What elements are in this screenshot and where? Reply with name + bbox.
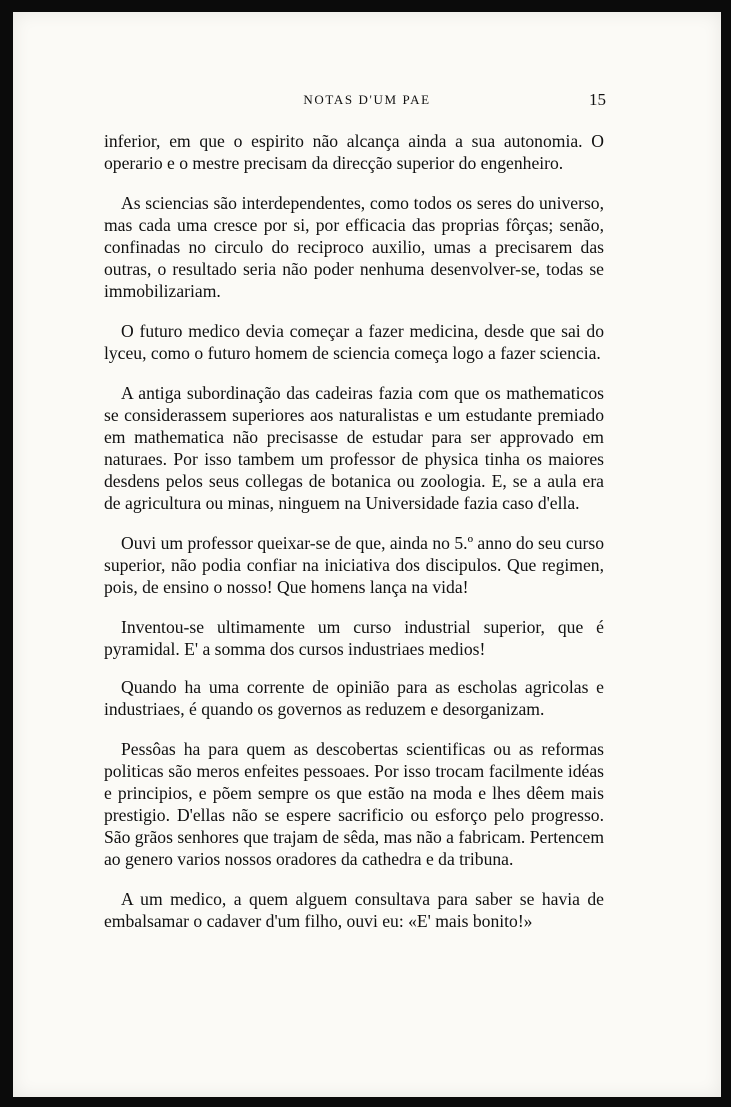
paragraph-continuation: inferior, em que o espirito não alcança ainda a sua autonomia. O operario e o mestre precisam da direcção superior do engenheiro. — [104, 131, 604, 173]
page-header — [13, 90, 721, 114]
paragraph-personal-ornaments: Pessôas ha para quem as descobertas scientificas ou as reformas politicas são meros enfeites pessoaes. Por isso trocam facilmente idéas e principios, e põem sempre os que estão na moda e lhes dêem mais prestigio. D'ellas não se espere sacrificio ou esforço pelo progresso. São grãos senhores que trajam de sêda, mas não a fabricam. Pertencem ao genero varios nossos oradores da cathedra e da tribuna. — [104, 739, 604, 869]
paragraph-professor-complaint: Ouvi um professor queixar-se de que, ainda no 5.º anno do seu curso superior, não podia confiar na iniciativa dos discipulos. Que regimen, pois, de ensino o nosso! Que homens lança na vida! — [104, 533, 604, 597]
page-number: 15 — [589, 90, 606, 109]
paragraph-doctor-anecdote: A um medico, a quem alguem consultava para saber se havia de embalsamar o cadaver d'um filho, ouvi eu: «E' mais bonito!» — [104, 889, 604, 931]
paragraph-schools-opinion: Quando ha uma corrente de opinião para as escholas agricolas e industriaes, é quando os governos as reduzem e desorganizam. — [104, 677, 604, 719]
paragraph-sciences-interdependent: As sciencias são interdependentes, como todos os seres do universo, mas cada uma cresce por si, por efficacia das proprias fôrças; senão, confinadas no circulo do reciproco auxilio, umas a precisarem das outras, o resultado seria não poder nenhuma desenvolver-se, todas se immobilizariam. — [104, 193, 604, 301]
book-page — [13, 12, 721, 1097]
paragraph-old-subordination: A antiga subordinação das cadeiras fazia com que os mathematicos se considerassem superiores aos naturalistas e um estudante premiado em mathematica não precisasse de estudar para ser approvado em naturaes. Por isso tambem um professor de physica tinha os maiores desdens pelos seus collegas de botanica ou zoologia. E, se a aula era de agricultura ou minas, ninguem na Universidade fazia caso d'ella. — [104, 383, 604, 513]
body-text — [104, 130, 604, 950]
paragraph-future-doctor: O futuro medico devia começar a fazer medicina, desde que sai do lyceu, como o futuro homem de sciencia começa logo a fazer sciencia. — [104, 321, 604, 363]
paragraph-industrial-course: Inventou-se ultimamente um curso industrial superior, que é pyramidal. E' a somma dos cursos industriaes medios! — [104, 617, 604, 659]
running-title: NOTAS D'UM PAE — [303, 92, 431, 107]
